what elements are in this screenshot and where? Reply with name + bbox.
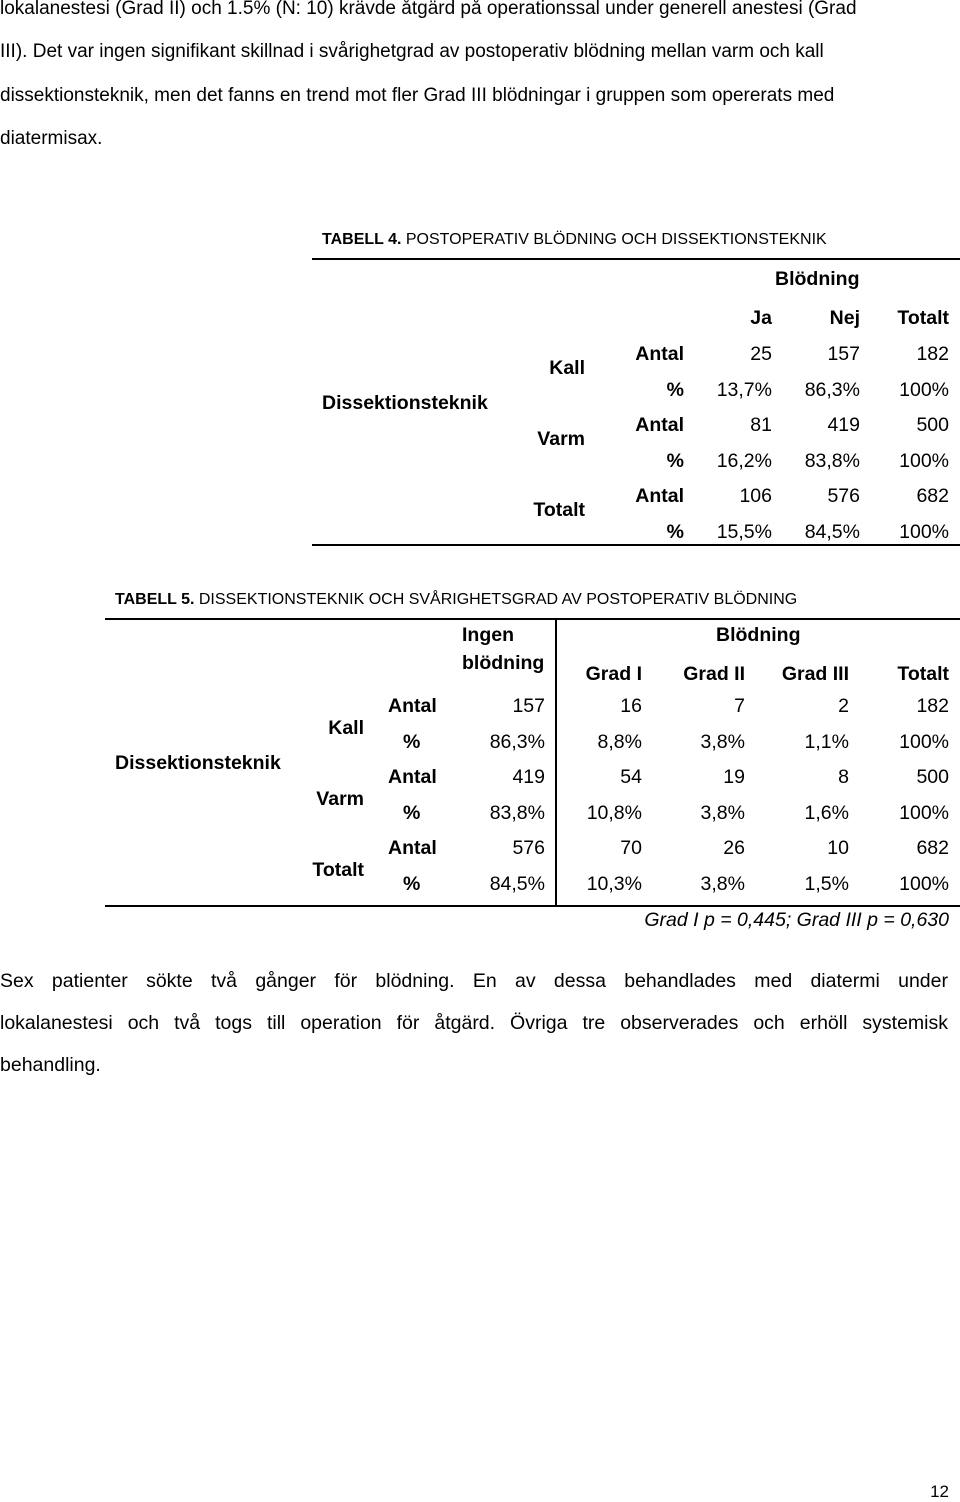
table4-group-header: Blödning <box>775 268 860 290</box>
table5-col-totalt: Totalt <box>897 663 949 685</box>
table5-cell: 10,8% <box>586 802 642 824</box>
table4-cell: 682 <box>916 485 949 507</box>
outro-line-1: Sex patienter sökte två gånger för blödning. En av dessa behandlades med diatermi under <box>0 970 948 992</box>
table5-cell: 100% <box>899 873 949 895</box>
table5-ingen-header-2: blödning <box>462 652 545 674</box>
table5-cell: 3,8% <box>700 873 745 895</box>
table4-group-varm: Varm <box>537 428 585 450</box>
table5-measure: % <box>403 731 421 753</box>
table5-cell: 1,1% <box>804 731 849 753</box>
table5-top-rule <box>105 618 960 620</box>
table4-cell: 15,5% <box>716 521 772 543</box>
table5-group-varm: Varm <box>316 788 364 810</box>
table5-cell: 70 <box>620 837 642 859</box>
table5-caption <box>115 590 797 610</box>
table4-cell: 100% <box>899 450 949 472</box>
table5-cell: 19 <box>723 766 745 788</box>
table5-col-grad3: Grad III <box>781 663 849 685</box>
table4-measure: % <box>666 450 684 472</box>
table4-group-kall: Kall <box>549 357 585 379</box>
table5-cell: 682 <box>916 837 949 859</box>
table4-top-rule <box>312 258 960 260</box>
table4-cell: 83,8% <box>804 450 860 472</box>
table5-cell: 8 <box>838 766 849 788</box>
table4-bottom-rule <box>312 544 960 546</box>
table5-group-kall: Kall <box>328 717 364 739</box>
table5-cell-ingen: 576 <box>512 837 545 859</box>
table5-col-grad2: Grad II <box>683 663 745 685</box>
page-number: 12 <box>930 1482 949 1501</box>
table5-caption-text: DISSEKTIONSTEKNIK OCH SVÅRIGHETSGRAD AV POSTOPERATIV BLÖDNING <box>198 591 798 608</box>
table4-group-totalt: Totalt <box>533 499 585 521</box>
table5-cell: 182 <box>916 695 949 717</box>
table5-cell-ingen: 157 <box>512 695 545 717</box>
table4-cell: 86,3% <box>804 379 860 401</box>
table5-measure: Antal <box>388 695 437 717</box>
table5-cell: 26 <box>723 837 745 859</box>
table5-col-grad1: Grad I <box>585 663 642 685</box>
intro-line-1: lokalanestesi (Grad II) och 1.5% (N: 10) krävde åtgärd på operationssal under generell anestesi (Grad <box>0 0 857 19</box>
table5-caption-prefix: TABELL 5. <box>115 591 195 608</box>
table4-cell: 25 <box>750 343 772 365</box>
table4-measure: % <box>666 379 684 401</box>
table4-col-totalt: Totalt <box>897 307 949 329</box>
table5-footnote: Grad I p = 0,445; Grad III p = 0,630 <box>644 909 949 931</box>
table5-cell: 10,3% <box>586 873 642 895</box>
table4-measure: Antal <box>635 485 684 507</box>
table4-caption-prefix: TABELL 4. <box>322 231 402 248</box>
table4-cell: 576 <box>827 485 860 507</box>
table4-cell: 500 <box>916 414 949 436</box>
table5-cell-ingen: 84,5% <box>489 873 545 895</box>
table4-measure: Antal <box>635 343 684 365</box>
outro-line-2: lokalanestesi och två togs till operation för åtgärd. Övriga tre observerades och erhöll systemisk <box>0 1012 948 1034</box>
table4-cell: 81 <box>750 414 772 436</box>
table5-cell: 10 <box>827 837 849 859</box>
table5-cell: 1,5% <box>804 873 849 895</box>
table5-cell: 54 <box>620 766 642 788</box>
table5-ingen-header-1: Ingen <box>462 624 514 646</box>
table5-cell: 7 <box>734 695 745 717</box>
intro-line-3: dissektionsteknik, men det fanns en trend mot fler Grad III blödningar i gruppen som opererats med <box>0 85 835 106</box>
table5-cell: 16 <box>620 695 642 717</box>
table4-measure: % <box>666 521 684 543</box>
outro-line-3: behandling. <box>0 1054 101 1076</box>
table4-cell: 16,2% <box>716 450 772 472</box>
table4-cell: 100% <box>899 521 949 543</box>
table5-cell: 2 <box>838 695 849 717</box>
table5-measure: % <box>403 873 421 895</box>
table4-cell: 106 <box>739 485 772 507</box>
table5-cell: 100% <box>899 731 949 753</box>
table4-caption-text: POSTOPERATIV BLÖDNING OCH DISSEKTIONSTEKNIK <box>405 231 827 248</box>
table5-cell: 100% <box>899 802 949 824</box>
table5-cell-ingen: 83,8% <box>489 802 545 824</box>
table4-cell: 84,5% <box>804 521 860 543</box>
table5-cell: 8,8% <box>597 731 642 753</box>
table5-cell: 3,8% <box>700 731 745 753</box>
table4-cell: 182 <box>916 343 949 365</box>
table5-cell-ingen: 86,3% <box>489 731 545 753</box>
table5-group-totalt: Totalt <box>312 859 364 881</box>
table4-cell: 100% <box>899 379 949 401</box>
table4-cell: 157 <box>827 343 860 365</box>
table5-cell: 1,6% <box>804 802 849 824</box>
table5-bottom-rule <box>105 905 960 907</box>
table4-row-group-label: Dissektionsteknik <box>322 392 488 414</box>
table4-col-nej: Nej <box>829 307 860 329</box>
table4-cell: 13,7% <box>716 379 772 401</box>
table4-col-ja: Ja <box>750 307 772 329</box>
intro-line-4: diatermisax. <box>0 128 103 149</box>
table5-cell: 500 <box>916 766 949 788</box>
intro-line-2: III). Det var ingen signifikant skillnad i svårighetgrad av postoperativ blödning mellan varm och kall <box>0 41 824 62</box>
table5-row-group-label: Dissektionsteknik <box>115 752 281 774</box>
table5-measure: Antal <box>388 766 437 788</box>
table5-measure: Antal <box>388 837 437 859</box>
table4-cell: 419 <box>827 414 860 436</box>
table5-vertical-rule <box>555 620 557 905</box>
table5-group-header: Blödning <box>716 624 801 646</box>
table4-caption <box>322 230 827 250</box>
table5-measure: % <box>403 802 421 824</box>
table5-cell: 3,8% <box>700 802 745 824</box>
table4-measure: Antal <box>635 414 684 436</box>
table5-cell-ingen: 419 <box>512 766 545 788</box>
